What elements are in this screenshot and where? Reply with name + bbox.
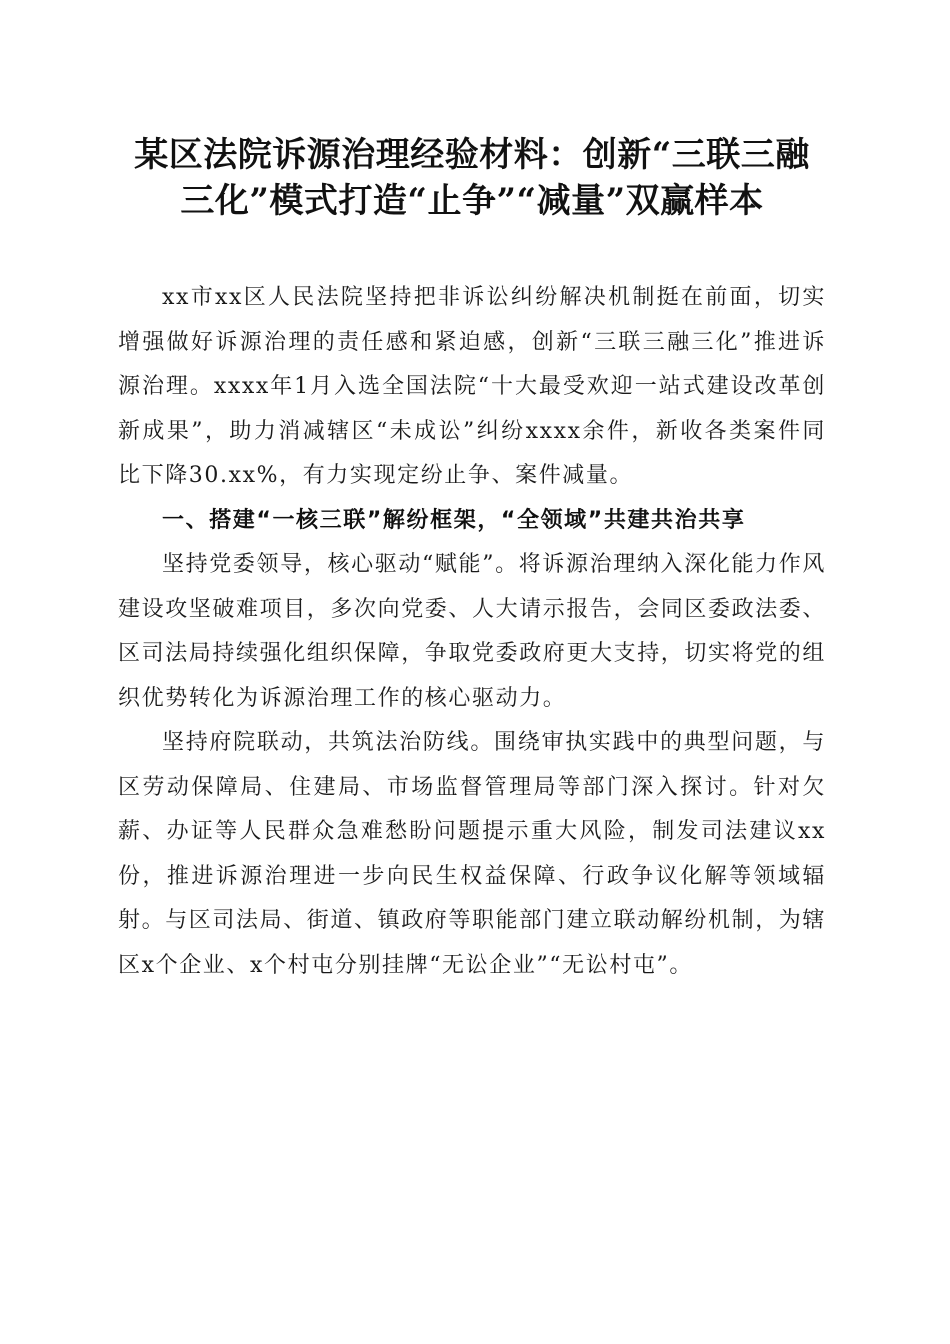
- section-1-paragraph-2: 坚持府院联动，共筑法治防线。围绕审执实践中的典型问题，与区劳动保障局、住建局、市场监督管理局等部门深入探讨。针对欠薪、办证等人民群众急难愁盼问题提示重大风险，制发司法建议xx份，推进诉源治理进一步向民生权益保障、行政争议化解等领域辐射。与区司法局、街道、镇政府等职能部门建立联动解纷机制，为辖区x个企业、x个村屯分别挂牌“无讼企业”“无讼村屯”。: [118, 730, 827, 978]
- section-1-paragraph-1: 坚持党委领导，核心驱动“赋能”。将诉源治理纳入深化能力作风建设攻坚破难项目，多次向党委、人大请示报告，会同区委政法委、区司法局持续强化组织保障，争取党委政府更大支持，切实将党的组织优势转化为诉源治理工作的核心驱动力。: [118, 552, 827, 711]
- title-line-2: 三化”模式打造“止争”“减量”双赢样本: [180, 181, 764, 221]
- document-page: [118, 132, 826, 988]
- section-1-heading: 一、搭建“一核三联”解纷框架，“全领域”共建共治共享: [162, 507, 746, 533]
- document-title: [118, 132, 826, 224]
- title-line-1: 某区法院诉源治理经验材料：创新“三联三融: [134, 135, 810, 175]
- intro-paragraph: xx市xx区人民法院坚持把非诉讼纠纷解决机制挺在前面，切实增强做好诉源治理的责任感和紧迫感，创新“三联三融三化”推进诉源治理。xxxx年1月入选全国法院“十大最受欢迎一站式建设改革创新成果”，助力消减辖区“未成讼”纠纷xxxx余件，新收各类案件同比下降30.xx%，有力实现定纷止争、案件减量。: [118, 285, 826, 488]
